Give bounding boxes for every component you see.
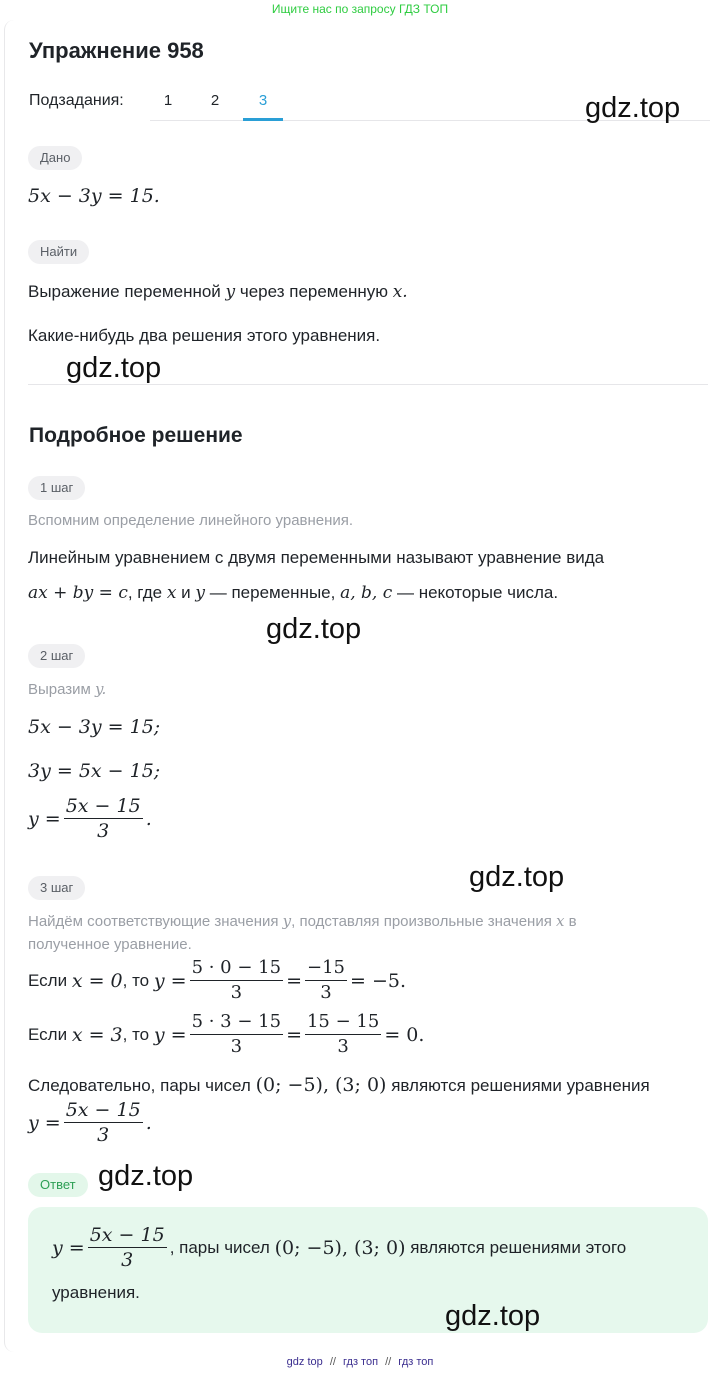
fraction-numerator: 5x − 15 — [65, 1099, 141, 1121]
step-2-hint-var: y. — [95, 680, 107, 698]
step-3-hint-line-2: полученное уравнение. — [28, 936, 192, 953]
find-1-var-x: x. — [392, 282, 408, 302]
case-2-condition: x = 3 — [71, 1023, 123, 1046]
fraction — [64, 1100, 143, 1145]
text-variables: — переменные, — [209, 583, 336, 602]
equals-sign: = — [286, 1023, 302, 1046]
find-1-text: Выражение переменной — [28, 282, 221, 301]
page-title: Упражнение 958 — [29, 38, 204, 63]
watermark: gdz.top — [445, 1300, 541, 1332]
fraction-denominator: 3 — [320, 982, 332, 1003]
var-y: y — [195, 583, 206, 603]
watermark: gdz.top — [66, 352, 162, 384]
fraction-denominator: 3 — [121, 1249, 134, 1271]
find-1-text-mid: через переменную — [239, 282, 388, 301]
case-1-lhs: y = — [153, 969, 187, 992]
eq3-lhs: y = — [28, 807, 61, 830]
answer-text-b: являются решениями этого — [410, 1237, 627, 1257]
step-1-badge: 1 шаг — [28, 476, 85, 500]
fraction-denominator: 3 — [337, 1036, 349, 1057]
step-3-case-1 — [28, 958, 406, 1003]
step-2-eq-1: 5x − 3y = 15; — [28, 716, 161, 738]
step-2-hint — [28, 680, 106, 698]
text-where: , где — [127, 583, 163, 602]
answer-pairs: (0; −5), (3; 0) — [274, 1236, 406, 1259]
fraction-numerator: 5x − 15 — [89, 1224, 165, 1246]
active-tab-indicator — [243, 118, 283, 121]
tab-subtask-1[interactable]: 1 — [163, 92, 173, 109]
watermark: gdz.top — [469, 861, 565, 893]
section-divider — [28, 384, 708, 385]
answer-text-a: , пары чисел — [169, 1237, 270, 1257]
fraction-denominator: 3 — [97, 1124, 110, 1146]
watermark: gdz.top — [266, 613, 362, 645]
case-2-result: = 0. — [384, 1023, 425, 1046]
footer-link-3[interactable]: гдз топ — [398, 1356, 434, 1368]
text-and: и — [181, 583, 191, 602]
fraction-numerator: 5 · 0 − 15 — [190, 958, 284, 981]
footer — [0, 1356, 720, 1368]
footer-link-1[interactable]: gdz top — [286, 1356, 323, 1368]
formula-lhs: y = — [28, 1111, 61, 1134]
fraction-numerator: 5 · 3 − 15 — [190, 1012, 284, 1035]
var-x: x — [166, 583, 177, 603]
if-text: Если — [28, 1024, 68, 1044]
step-1-definition — [28, 583, 558, 603]
step-1-hint: Вспомним определение линейного уравнения. — [28, 512, 354, 529]
equals-sign: = — [286, 969, 302, 992]
exercise-card — [4, 20, 720, 1352]
answer-lhs: y = — [52, 1236, 85, 1259]
subtasks-label: Подзадания: — [29, 92, 124, 109]
hint-text-b: , подставляя произвольные значения — [291, 913, 552, 930]
then-text: , то — [122, 970, 150, 990]
case-2-lhs: y = — [153, 1023, 187, 1046]
hint-text-a: Найдём соответствующие значения — [28, 913, 279, 930]
hint-var-y: y — [282, 912, 292, 930]
constants-abc: a, b, c — [340, 583, 393, 603]
watermark: gdz.top — [98, 1160, 194, 1192]
find-item-1 — [28, 282, 408, 302]
given-badge: Дано — [28, 146, 82, 170]
step-3-hint — [28, 912, 577, 930]
fraction — [190, 1012, 284, 1057]
eq3-end: . — [145, 807, 152, 830]
solution-pairs: (0; −5), (3; 0) — [255, 1074, 387, 1096]
conclusion-text-a: Следовательно, пары чисел — [28, 1076, 251, 1095]
fraction — [305, 1012, 381, 1057]
fraction-numerator: 5x − 15 — [65, 795, 141, 817]
step-3-conclusion-formula — [28, 1100, 152, 1145]
top-banner[interactable]: Ищите нас по запросу ГДЗ ТОП — [271, 2, 449, 16]
given-equation: 5x − 3y = 15. — [28, 185, 160, 207]
answer-line-2: уравнения. — [52, 1283, 140, 1302]
tab-subtask-2[interactable]: 2 — [210, 92, 220, 109]
fraction — [64, 796, 143, 841]
answer-badge: Ответ — [28, 1173, 88, 1197]
find-1-var-y: y — [225, 282, 236, 302]
find-badge: Найти — [28, 240, 89, 264]
fraction-numerator: −15 — [305, 958, 347, 981]
linear-equation-form: ax + by = c — [28, 583, 128, 603]
step-1-text: Линейным уравнением с двумя переменными называют уравнение вида — [28, 548, 605, 567]
step-3-conclusion — [28, 1074, 650, 1096]
fraction-denominator: 3 — [230, 982, 243, 1003]
formula-end: . — [145, 1111, 152, 1134]
step-2-badge: 2 шаг — [28, 644, 85, 668]
case-1-condition: x = 0 — [71, 969, 123, 992]
hint-text-c: в — [568, 913, 577, 930]
find-item-2: Какие-нибудь два решения этого уравнения. — [28, 326, 381, 345]
fraction-denominator: 3 — [97, 820, 110, 842]
watermark: gdz.top — [585, 92, 681, 124]
footer-link-2[interactable]: гдз топ — [343, 1356, 379, 1368]
tab-subtask-3[interactable]: 3 — [258, 92, 268, 109]
step-2-hint-text: Выразим — [28, 681, 91, 698]
solution-title: Подробное решение — [29, 424, 243, 447]
footer-separator: // — [329, 1356, 336, 1368]
case-1-result: = −5. — [349, 969, 406, 992]
hint-var-x: x — [556, 912, 565, 930]
conclusion-text-b: являются решениями уравнения — [391, 1076, 650, 1095]
step-2-eq-2: 3y = 5x − 15; — [28, 760, 161, 782]
then-text: , то — [122, 1024, 150, 1044]
step-3-badge: 3 шаг — [28, 876, 85, 900]
fraction — [190, 958, 284, 1003]
footer-separator: // — [385, 1356, 392, 1368]
text-numbers: — некоторые числа. — [396, 583, 559, 602]
fraction — [88, 1225, 167, 1270]
answer-line-1 — [52, 1225, 626, 1270]
fraction-numerator: 15 − 15 — [305, 1012, 381, 1035]
fraction — [305, 958, 347, 1003]
step-2-eq-3 — [28, 796, 152, 841]
if-text: Если — [28, 970, 68, 990]
fraction-denominator: 3 — [230, 1036, 243, 1057]
step-3-case-2 — [28, 1012, 424, 1057]
